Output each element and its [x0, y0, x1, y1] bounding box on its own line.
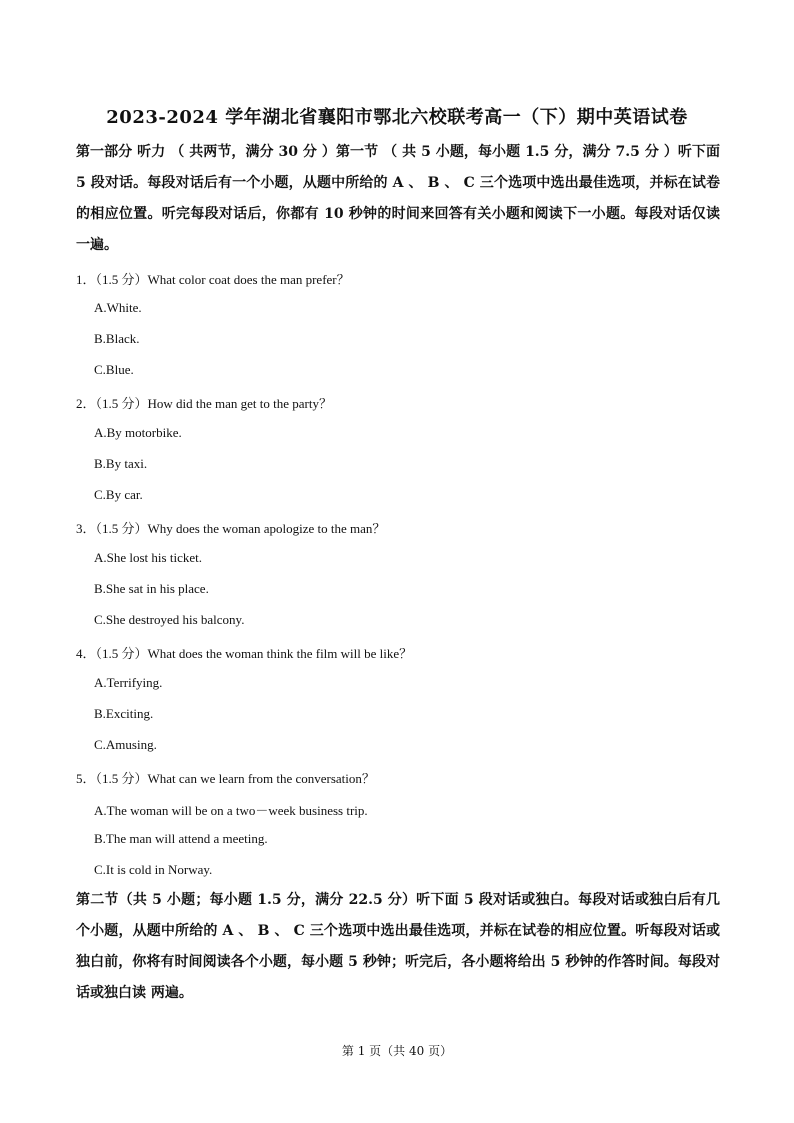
question-5-stem: 5．（1.5 分）What can we learn from the conversation？ — [76, 771, 375, 786]
question-1-option-b: B.Black. — [94, 331, 140, 346]
question-1-option-c: C.Blue. — [94, 362, 134, 377]
question-3-stem: 3．（1.5 分）Why does the woman apologize to the man？ — [76, 521, 386, 536]
question-3-option-c: C.She destroyed his balcony. — [94, 612, 245, 627]
question-5-option-c: C.It is cold in Norway. — [94, 862, 213, 877]
question-5-option-b: B.The man will attend a meeting. — [94, 831, 268, 846]
part1-instructions: 第一部分 听力 （ 共两节，满分 30 分 ）第一节 （ 共 5 小题，每小题 1.5 分，满分 7.5 分 ）听下面 5 段对话。每段对话后有一个小题，从题中所给的 A 、 B 、 C 三个选项中选出最佳选项，并标在试卷的相应位置。听完每段对话后，你都有 10 秒钟的时间来回答有关小题和阅读下一小题。每段对话仅读一遍。 — [76, 144, 720, 253]
question-4-stem: 4．（1.5 分）What does the woman think the film will be like？ — [76, 646, 413, 661]
question-2-option-b: B.By taxi. — [94, 456, 148, 471]
page-footer: 第 1 页（共 40 页） — [341, 1044, 453, 1058]
question-4-option-c: C.Amusing. — [94, 737, 157, 752]
question-1-stem: 1．（1.5 分）What color coat does the man prefer？ — [76, 272, 350, 287]
question-2-stem: 2．（1.5 分）How did the man get to the party？ — [76, 396, 332, 411]
question-4-option-b: B.Exciting. — [94, 706, 154, 721]
question-3-option-b: B.She sat in his place. — [94, 581, 209, 596]
exam-title: 2023-2024 学年湖北省襄阳市鄂北六校联考高一（下）期中英语试卷 — [106, 107, 688, 128]
question-1-option-a: A.White. — [94, 300, 142, 315]
question-2-option-c: C.By car. — [94, 487, 143, 502]
question-5-option-a: A.The woman will be on a two－week business trip. — [94, 803, 368, 818]
question-3-option-a: A.She lost his ticket. — [94, 550, 202, 565]
question-2-option-a: A.By motorbike. — [94, 425, 182, 440]
question-4-option-a: A.Terrifying. — [94, 675, 163, 690]
part2-instructions: 第二节（共 5 小题；每小题 1.5 分，满分 22.5 分）听下面 5 段对话或独白。每段对话或独白后有几个小题，从题中所给的 A 、 B 、 C 三个选项中选出最佳选项，并标在试卷的相应位置。听每段对话或独白前，你将有时间阅读各个小题，每小题 5 秒钟；听完后，各小题将给出 5 秒钟的作答时间。每段对话或独白读 两遍。 — [76, 892, 720, 1001]
